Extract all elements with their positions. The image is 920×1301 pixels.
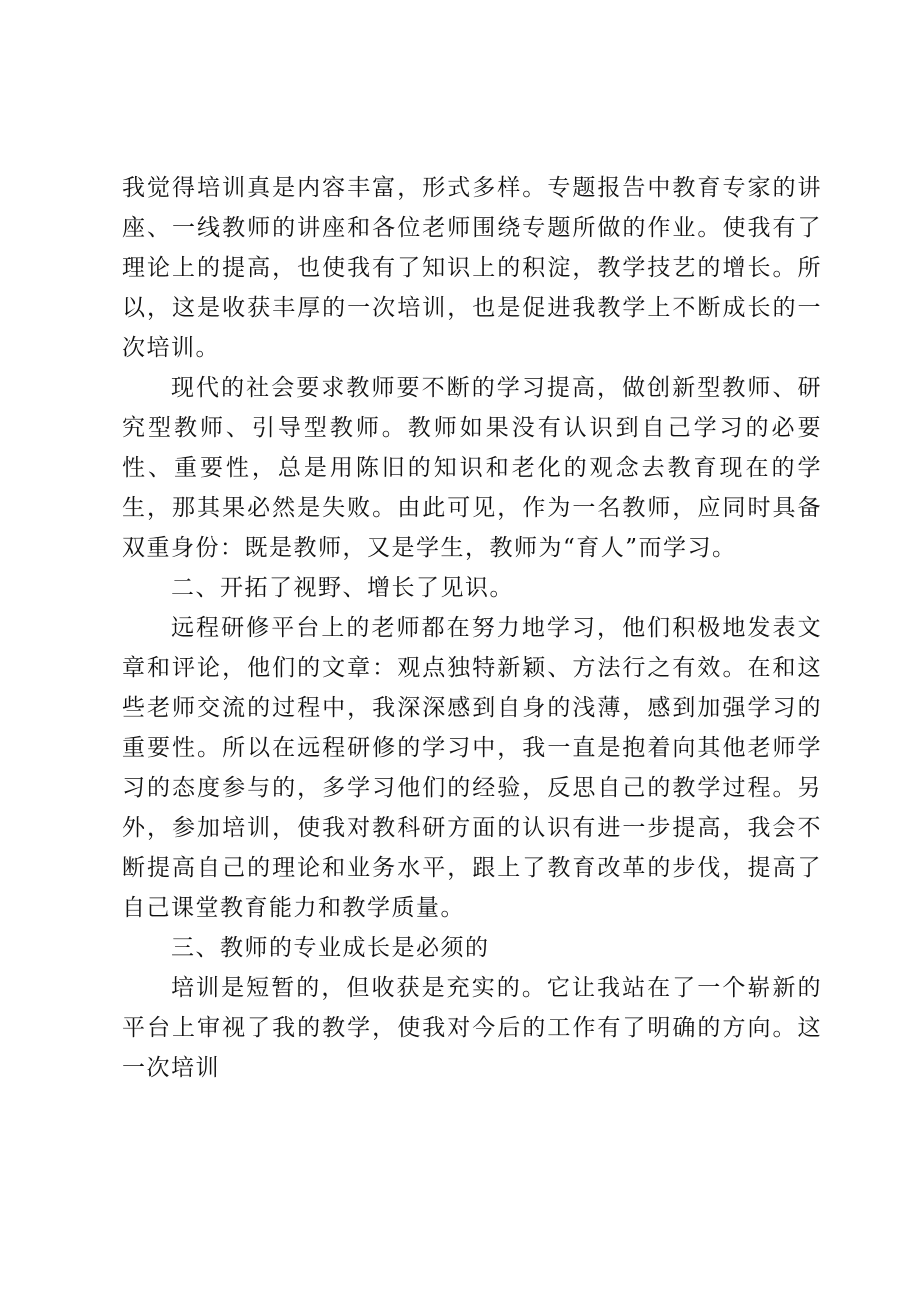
document-body bbox=[122, 168, 822, 1088]
paragraph-remote-study: 远程研修平台上的老师都在努力地学习，他们积极地发表文章和评论，他们的文章：观点独特新颖、方法行之有效。在和这些老师交流的过程中，我深深感到自身的浅薄，感到加强学习的重要性。所以在远程研修的学习中，我一直是抱着向其他老师学习的态度参与的，多学习他们的经验，反思自己的教学过程。另外，参加培训，使我对教科研方面的认识有进一步提高，我会不断提高自己的理论和业务水平，跟上了教育改革的步伐，提高了自己课堂教育能力和教学质量。 bbox=[122, 615, 822, 921]
section-heading-professional-growth: 三、教师的专业成长是必须的 bbox=[171, 935, 490, 961]
section-heading-broaden-horizons: 二、开拓了视野、增长了见识。 bbox=[171, 575, 514, 601]
paragraph-training-summary: 培训是短暂的，但收获是充实的。它让我站在了一个崭新的平台上审视了我的教学，使我对今后的工作有了明确的方向。这一次培训 bbox=[122, 975, 822, 1081]
paragraph-training-content: 我觉得培训真是内容丰富，形式多样。专题报告中教育专家的讲座、一线教师的讲座和各位老师围绕专题所做的作业。使我有了理论上的提高，也使我有了知识上的积淀，教学技艺的增长。所以，这是收获丰厚的一次培训，也是促进我教学上不断成长的一次培训。 bbox=[122, 175, 822, 361]
paragraph-teacher-learning: 现代的社会要求教师要不断的学习提高，做创新型教师、研究型教师、引导型教师。教师如果没有认识到自己学习的必要性、重要性，总是用陈旧的知识和老化的观念去教育现在的学生，那其果必然是失败。由此可见，作为一名教师，应同时具备双重身份：既是教师，又是学生，教师为“育人”而学习。 bbox=[122, 375, 822, 561]
